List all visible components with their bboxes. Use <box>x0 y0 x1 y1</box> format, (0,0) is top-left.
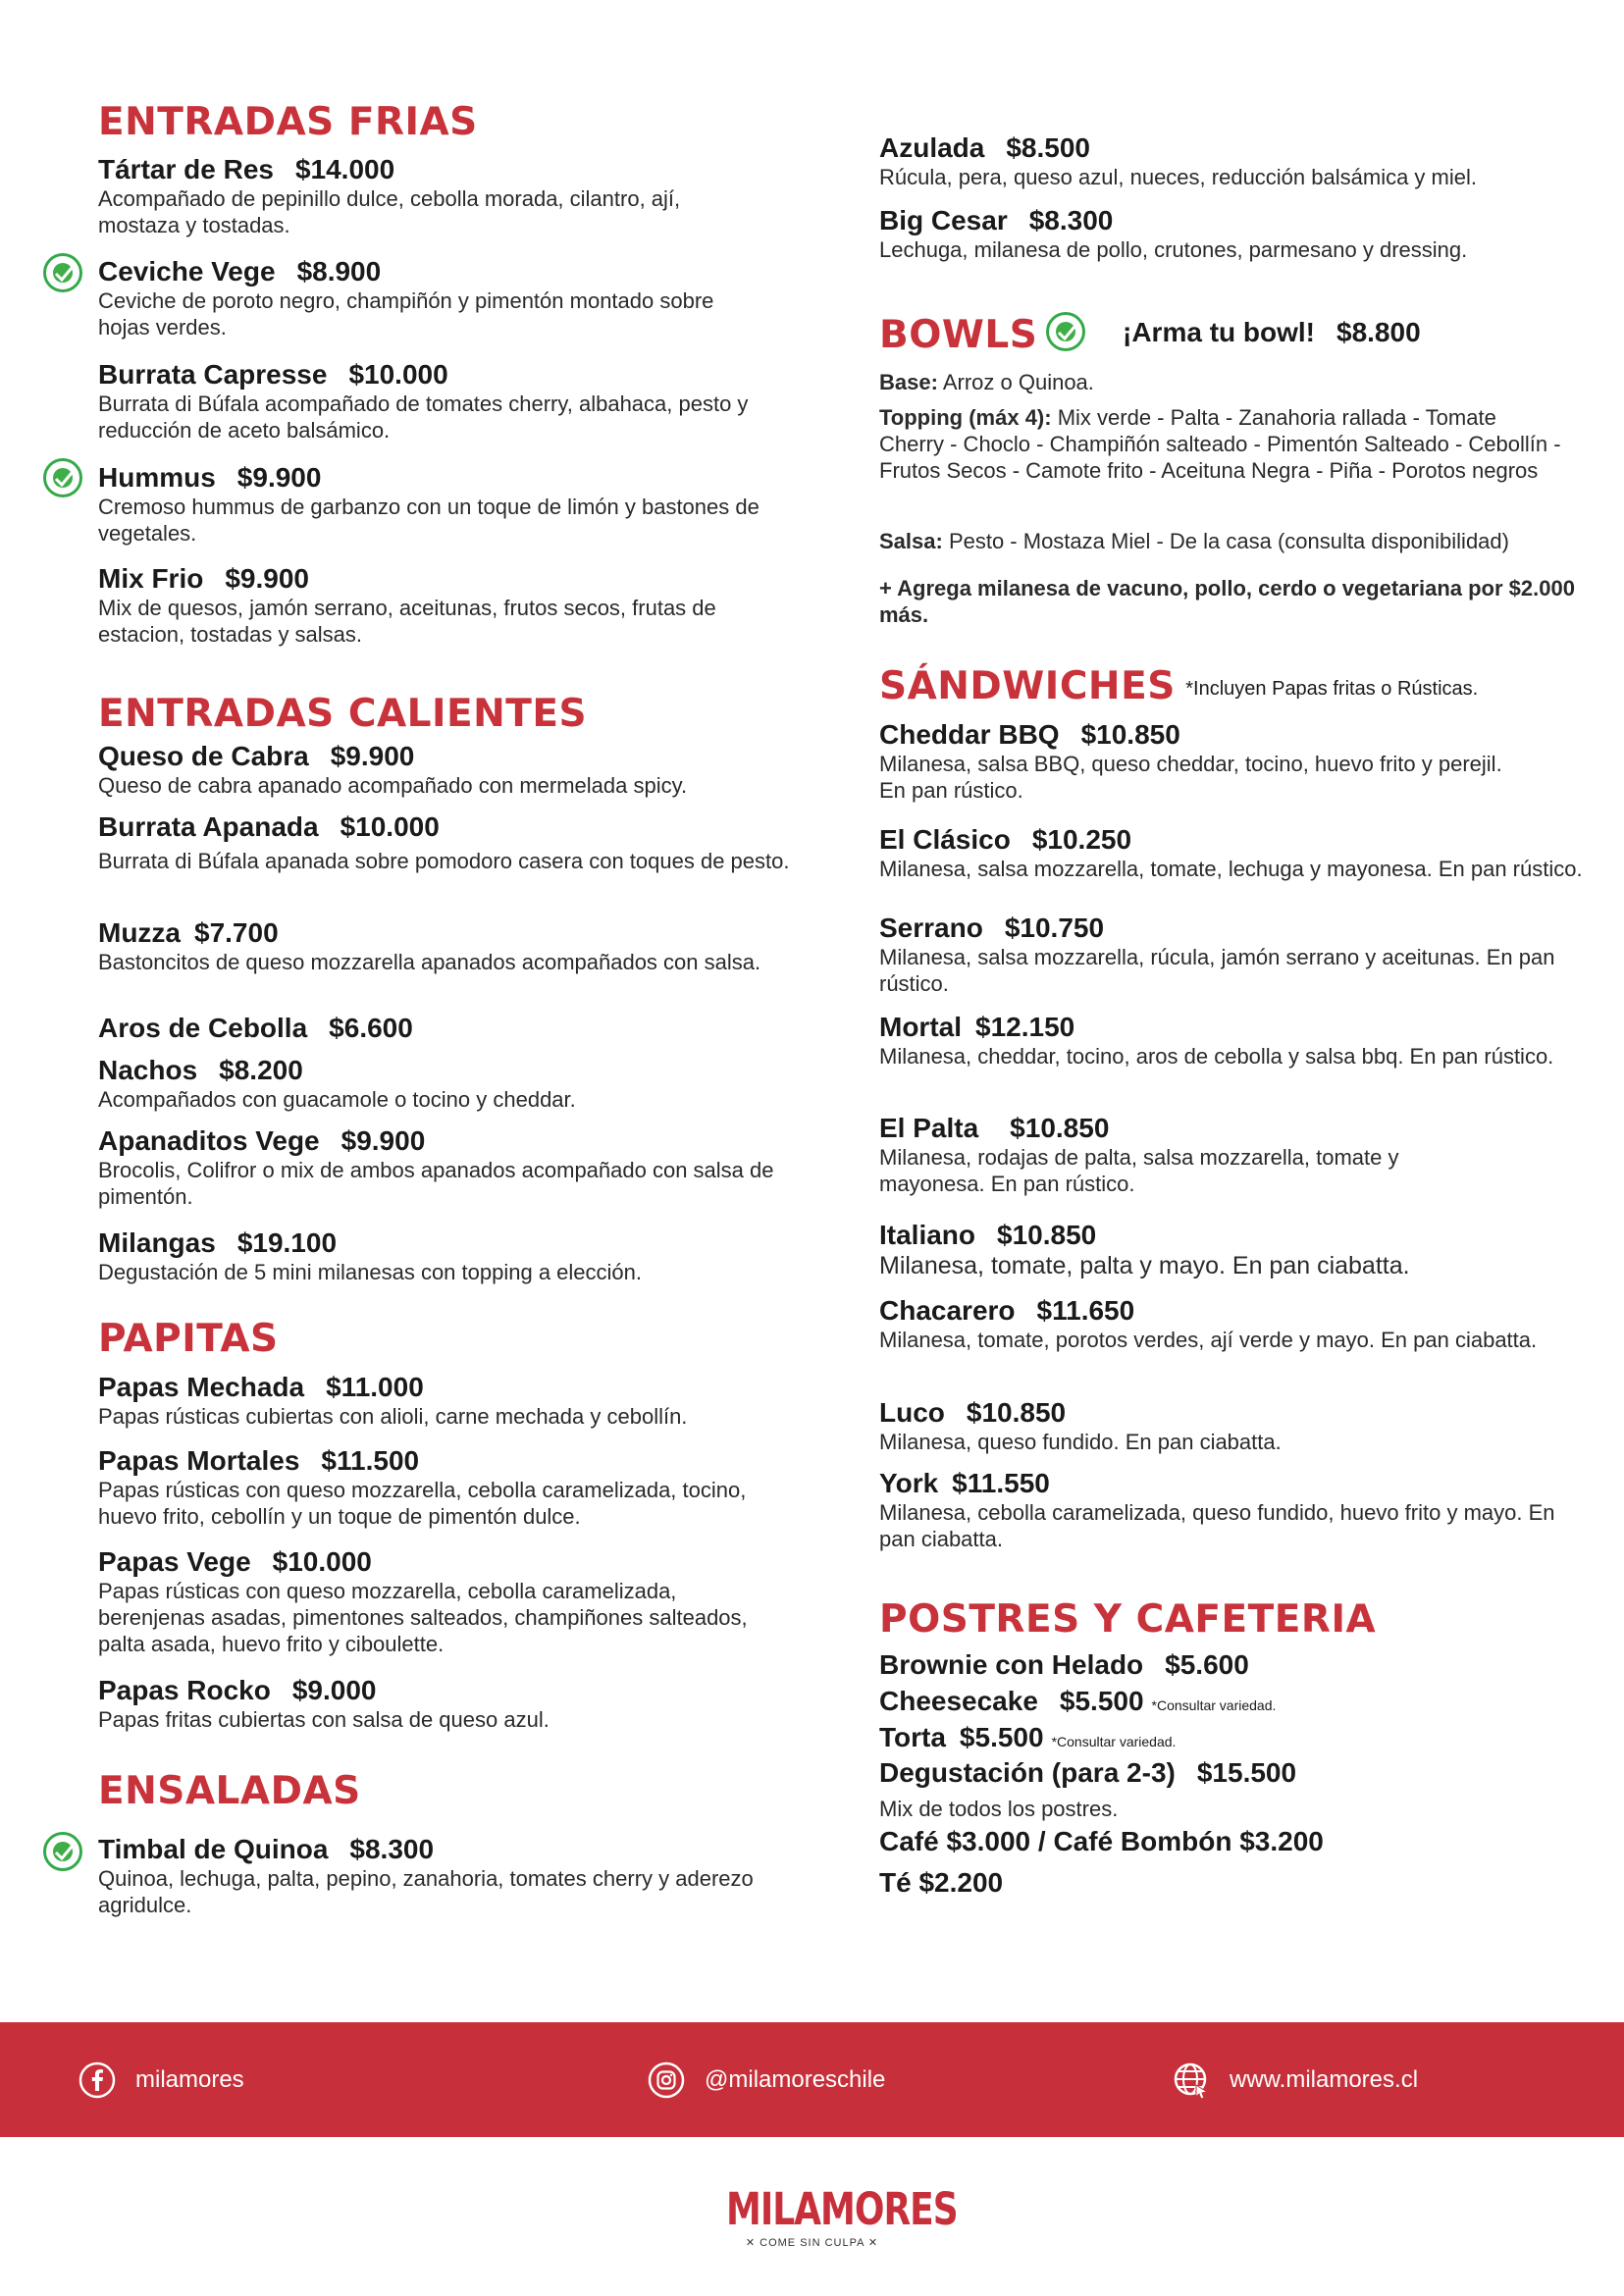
item-name: Papas Rocko <box>98 1675 271 1705</box>
item-name: Papas Vege <box>98 1546 251 1577</box>
logo-tagline: ✕ COME SIN CULPA ✕ <box>745 2237 879 2249</box>
item-desc: Rúcula, pera, queso azul, nueces, reducción balsámica y miel. <box>879 164 1477 189</box>
item-name: Muzza <box>98 917 181 948</box>
menu-item-papas-mortales <box>98 1446 805 1530</box>
item-name: Torta <box>879 1722 946 1752</box>
vegan-leaf-icon <box>43 458 82 497</box>
item-desc: Milanesa, cebolla caramelizada, queso fundido, huevo frito y mayo. En pan ciabatta. <box>879 1499 1555 1551</box>
logo-tagline-text: COME SIN CULPA <box>760 2237 864 2249</box>
sandwiches-note: *Incluyen Papas fritas o Rústicas. <box>1185 678 1479 700</box>
item-name: Timbal de Quinoa <box>98 1834 329 1864</box>
website-url: www.milamores.cl <box>1230 2065 1419 2093</box>
item-price: $14.000 <box>294 154 395 184</box>
item-desc: Milanesa, salsa mozzarella, tomate, lechuga y mayonesa. En pan rústico. <box>879 856 1583 881</box>
item-desc: Milanesa, cheddar, tocino, aros de cebolla y salsa bbq. En pan rústico. <box>879 1043 1554 1069</box>
menu-item-burrata-apanada <box>98 812 805 874</box>
facebook-icon <box>79 2061 116 2099</box>
brand-logo <box>726 2184 958 2249</box>
item-price: $5.600 <box>1165 1649 1249 1680</box>
bowl-salsa-label: Salsa: <box>879 529 943 553</box>
item-price: $8.300 <box>349 1834 435 1864</box>
item-price: $8.300 <box>1028 205 1114 235</box>
item-desc: Acompañados con guacamole o tocino y cheddar. <box>98 1086 576 1112</box>
item-name: Mix Frio <box>98 563 204 594</box>
menu-item-papas-mechada <box>98 1373 844 1430</box>
item-note: *Consultar variedad. <box>1051 1734 1177 1749</box>
menu-item-italiano <box>879 1221 1596 1281</box>
menu-item-muzza <box>98 918 765 975</box>
item-name: Serrano <box>879 913 983 943</box>
menu-item-te: Té $2.200 <box>879 1867 1004 1898</box>
bowl-base-label: Base: <box>879 370 938 394</box>
menu-item-azulada <box>879 133 1596 190</box>
item-price: $12.150 <box>975 1012 1075 1042</box>
item-name: Ceviche Vege <box>98 256 276 287</box>
menu-item-papas-rocko <box>98 1676 844 1733</box>
item-price: $10.850 <box>1010 1113 1110 1143</box>
bowl-base-text: Arroz o Quinoa. <box>937 370 1094 394</box>
footer-web[interactable] <box>1173 2022 1418 2137</box>
item-desc: Milanesa, salsa BBQ, queso cheddar, tocino, huevo frito y perejil. En pan rústico. <box>879 751 1502 803</box>
item-desc: Papas fritas cubiertas con salsa de queso azul. <box>98 1706 550 1732</box>
item-price: $11.500 <box>321 1445 420 1476</box>
item-name: Chacarero <box>879 1295 1016 1326</box>
footer-facebook[interactable] <box>79 2022 244 2137</box>
item-desc: Queso de cabra apanado acompañado con mermelada spicy. <box>98 772 688 798</box>
menu-item-aros-cebolla <box>98 1014 413 1044</box>
bowl-extra: + Agrega milanesa de vacuno, pollo, cerdo o vegetariana por $2.000 más. <box>879 576 1575 627</box>
item-name: Milangas <box>98 1227 216 1258</box>
menu-item-luco <box>879 1398 1596 1455</box>
item-price: $10.000 <box>348 359 448 390</box>
vegan-leaf-icon <box>1046 312 1085 351</box>
instagram-handle: @milamoreschile <box>705 2065 886 2093</box>
menu-item-papas-vege <box>98 1547 765 1657</box>
item-price: $19.100 <box>236 1227 338 1258</box>
item-desc: Milanesa, tomate, palta y mayo. En pan ciabatta. <box>879 1251 1410 1279</box>
vegan-leaf-icon <box>43 1832 82 1871</box>
item-name: Cheesecake <box>879 1686 1038 1716</box>
item-desc: Milanesa, rodajas de palta, salsa mozzarella, tomate y mayonesa. En pan rústico. <box>879 1144 1399 1196</box>
item-name: El Palta <box>879 1113 979 1143</box>
item-price: $6.600 <box>329 1013 413 1043</box>
item-name: Papas Mortales <box>98 1445 300 1476</box>
item-note: *Consultar variedad. <box>1151 1697 1277 1713</box>
menu-item-torta <box>879 1723 1176 1753</box>
menu-item-apanaditos-vege <box>98 1126 844 1210</box>
item-price: $10.000 <box>340 811 440 842</box>
item-price: $10.850 <box>1080 719 1180 750</box>
item-desc: Acompañado de pepinillo dulce, cebolla morada, cilantro, ají, mostaza y tostadas. <box>98 185 681 237</box>
menu-item-milangas <box>98 1228 844 1285</box>
menu-item-hummus <box>98 463 824 547</box>
menu-item-el-clasico <box>879 825 1596 882</box>
item-price: $8.500 <box>1006 132 1090 163</box>
menu-item-chacarero <box>879 1296 1566 1353</box>
item-desc: Bastoncitos de queso mozzarella apanados acompañados con salsa. <box>98 949 761 974</box>
bowl-promo-text: ¡Arma tu bowl! <box>1123 317 1315 347</box>
menu-item-york <box>879 1469 1566 1552</box>
section-title-papitas: PAPITAS <box>98 1317 279 1361</box>
bowl-salsa <box>879 528 1605 554</box>
item-price: $8.900 <box>296 256 382 287</box>
bowl-salsa-text: Pesto - Mostaza Miel - De la casa (consulta disponibilidad) <box>942 529 1509 553</box>
item-desc: Milanesa, tomate, porotos verdes, ají verde y mayo. En pan ciabatta. <box>879 1327 1538 1352</box>
item-desc: Mix de quesos, jamón serrano, aceitunas, frutos secos, frutas de estacion, tostadas y salsas. <box>98 595 716 647</box>
item-desc: Papas rústicas con queso mozzarella, cebolla caramelizada, tocino, huevo frito, cebollín y un toque de pimentón dulce. <box>98 1477 747 1529</box>
menu-item-burrata-capresse <box>98 360 805 444</box>
item-price: $8.200 <box>219 1055 303 1085</box>
item-desc: Burrata di Búfala apanada sobre pomodoro casera con toques de pesto. <box>98 848 790 873</box>
item-price: $11.000 <box>326 1372 424 1402</box>
menu-item-tartar <box>98 155 687 238</box>
item-name: Mortal <box>879 1012 962 1042</box>
item-desc: Papas rústicas con queso mozzarella, cebolla caramelizada, berenjenas asadas, pimentones salteados, champiñones salteados, palta asada, huevo frito y ciboulette. <box>98 1578 748 1656</box>
section-title-sandwiches: SÁNDWICHES <box>879 664 1176 708</box>
bowl-topping-text: Mix verde - Palta - Zanahoria rallada - Tomate Cherry - Choclo - Champiñón salteado - Pimentón Salteado - Cebollín - Frutos Secos - Camote frito - Aceituna Negra - Piña - Porotos negros <box>879 405 1561 483</box>
item-price: $15.500 <box>1196 1757 1297 1788</box>
item-price: $11.650 <box>1036 1295 1135 1326</box>
item-name: Nachos <box>98 1055 198 1085</box>
menu-item-nachos <box>98 1056 844 1113</box>
item-name: Luco <box>879 1397 945 1428</box>
item-name: Italiano <box>879 1220 976 1250</box>
item-name: Aros de Cebolla <box>98 1013 308 1043</box>
item-desc: Brocolis, Colifror o mix de ambos apanados acompañado con salsa de pimentón. <box>98 1157 774 1209</box>
item-desc: Cremoso hummus de garbanzo con un toque de limón y bastones de vegetales. <box>98 494 760 546</box>
sandwiches-header <box>879 664 1479 708</box>
item-price: $9.900 <box>225 563 309 594</box>
section-title-postres: POSTRES Y CAFETERIA <box>879 1597 1377 1642</box>
vegan-leaf-icon <box>43 253 82 292</box>
item-price: $10.250 <box>1031 824 1132 855</box>
bowl-promo <box>1123 318 1421 348</box>
menu-item-mix-frio <box>98 564 785 648</box>
bowl-topping-label: Topping (máx 4): <box>879 405 1052 430</box>
item-name: Big Cesar <box>879 205 1008 235</box>
menu-item-timbal-quinoa <box>98 1835 765 1918</box>
item-desc: Ceviche de poroto negro, champiñón y pimentón montado sobre hojas verdes. <box>98 287 714 339</box>
item-price: $9.900 <box>330 741 415 771</box>
menu-item-big-cesar <box>879 206 1596 263</box>
item-price: $11.550 <box>952 1468 1050 1498</box>
item-name: Apanaditos Vege <box>98 1125 320 1156</box>
menu-item-queso-cabra <box>98 742 844 799</box>
item-name: Burrata Apanada <box>98 811 319 842</box>
item-price: $9.000 <box>291 1675 377 1705</box>
item-desc: Milanesa, queso fundido. En pan ciabatta. <box>879 1429 1282 1454</box>
menu-item-cafe: Café $3.000 / Café Bombón $3.200 <box>879 1826 1324 1856</box>
section-title-entradas-calientes: ENTRADAS CALIENTES <box>98 692 588 736</box>
menu-item-degustacion <box>879 1758 1296 1789</box>
item-desc: Quinoa, lechuga, palta, pepino, zanahoria, tomates cherry y aderezo agridulce. <box>98 1865 754 1917</box>
item-price: $5.500 <box>1059 1686 1144 1716</box>
section-title-ensaladas: ENSALADAS <box>98 1769 361 1813</box>
footer-instagram[interactable] <box>648 2022 885 2137</box>
item-name: Queso de Cabra <box>98 741 309 771</box>
bowl-topping <box>879 404 1566 484</box>
item-name: Tártar de Res <box>98 154 274 184</box>
item-price: $5.500 <box>959 1722 1044 1752</box>
menu-item-el-palta <box>879 1114 1507 1197</box>
item-desc: Burrata di Búfala acompañado de tomates cherry, albahaca, pesto y reducción de aceto balsámico. <box>98 391 749 443</box>
item-name: Burrata Capresse <box>98 359 328 390</box>
section-title-bowls: BOWLS <box>879 313 1038 357</box>
item-price: $9.900 <box>341 1125 426 1156</box>
item-name: Papas Mechada <box>98 1372 305 1402</box>
menu-item-brownie <box>879 1650 1249 1681</box>
item-desc: Papas rústicas cubiertas con alioli, carne mechada y cebollín. <box>98 1403 688 1429</box>
menu-item-mortal <box>879 1013 1566 1070</box>
menu-item-ceviche-vege <box>98 257 765 340</box>
logo-name: MILAMORES <box>726 2184 958 2236</box>
item-name: Azulada <box>879 132 985 163</box>
item-price: $9.900 <box>236 462 322 493</box>
item-price: $10.750 <box>1004 913 1105 943</box>
bowl-base <box>879 369 1596 395</box>
menu-item-cheesecake <box>879 1687 1276 1717</box>
menu-item-serrano <box>879 913 1566 997</box>
item-desc: Milanesa, salsa mozzarella, rúcula, jamón serrano y aceitunas. En pan rústico. <box>879 944 1555 996</box>
item-price: $10.000 <box>272 1546 372 1577</box>
item-name: Degustación (para 2-3) <box>879 1757 1176 1788</box>
menu-item-cheddar-bbq <box>879 720 1527 804</box>
item-desc: Lechuga, milanesa de pollo, crutones, parmesano y dressing. <box>879 236 1468 262</box>
item-name: Brownie con Helado <box>879 1649 1144 1680</box>
bowl-price: $8.800 <box>1336 317 1421 347</box>
item-desc: Degustación de 5 mini milanesas con topping a elección. <box>98 1259 642 1284</box>
item-price: $10.850 <box>966 1397 1067 1428</box>
item-price: $7.700 <box>194 917 279 948</box>
item-price: $10.850 <box>997 1220 1097 1250</box>
item-name: Hummus <box>98 462 216 493</box>
footer-bar <box>0 2022 1624 2137</box>
globe-icon <box>1173 2061 1210 2099</box>
item-name: Cheddar BBQ <box>879 719 1060 750</box>
degustacion-desc: Mix de todos los postres. <box>879 1797 1119 1821</box>
instagram-icon <box>648 2061 685 2099</box>
section-title-entradas-frias: ENTRADAS FRIAS <box>98 100 478 144</box>
facebook-handle: milamores <box>135 2065 244 2093</box>
item-name: York <box>879 1468 939 1498</box>
item-name: El Clásico <box>879 824 1011 855</box>
